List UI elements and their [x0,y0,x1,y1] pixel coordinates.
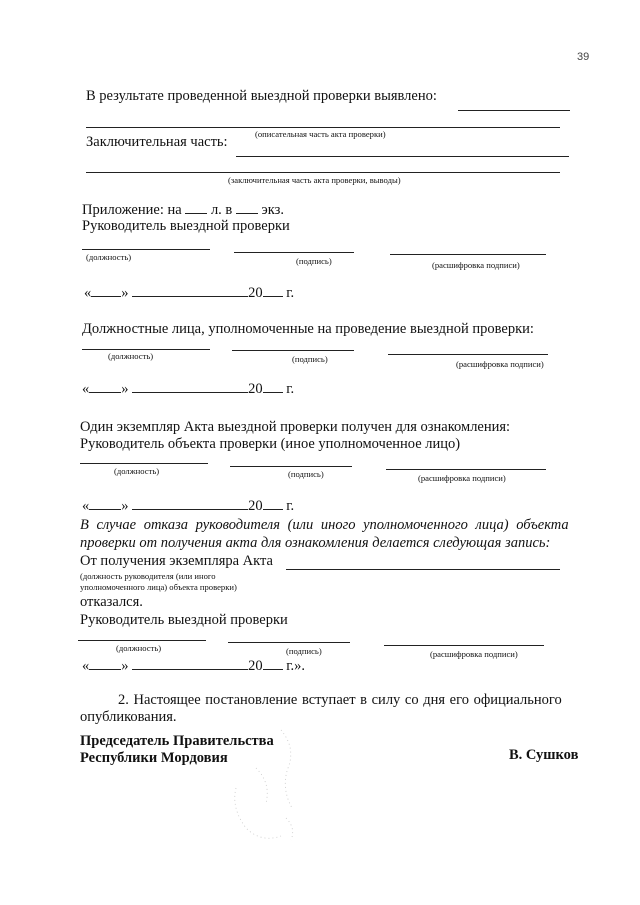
position-line-4 [78,640,206,641]
signature-line-1 [234,252,354,253]
date-year-suffix: г. [286,498,295,514]
conclusion-fill-line [236,156,569,157]
decoding-caption-1: (расшифровка подписи) [432,260,520,270]
decoding-line-3 [386,469,546,470]
date-year-suffix: г. [286,381,295,397]
date-year-blank [263,284,283,297]
date-month-blank [132,497,248,510]
appendix-suffix: экз. [261,202,284,218]
signature-line-3 [230,466,352,467]
position-caption-2: (должность) [108,351,154,361]
date-year: 20 [248,381,263,397]
position-caption-3: (должность) [114,466,160,476]
date-year-blank [263,657,283,670]
position-line-2 [82,349,210,350]
appendix-prefix: Приложение: на [82,202,182,218]
date-open-quote: « [82,498,90,514]
decoding-line-1 [390,254,546,255]
date-open-quote: « [82,381,90,397]
date-month-blank [132,284,248,297]
date-close-quote: » [121,658,129,674]
conclusion-line [86,172,560,173]
decoding-caption-4: (расшифровка подписи) [430,649,518,659]
refusal-italic-line2: проверки от получения акта для ознакомления делается следующая запись: [80,535,551,551]
date-month-blank [132,380,248,393]
refusal-fill-line [286,569,560,570]
appendix-copies-blank [236,201,258,214]
signature-line-2 [232,350,354,351]
decoding-line-4 [384,645,544,646]
date-month-blank [132,657,248,670]
date-year-blank [263,380,283,393]
refusal-refused: отказался. [80,594,143,610]
refusal-caption-line1: (должность руководителя (или иного [80,571,216,581]
decoding-line-2 [388,354,548,355]
conclusion-label: Заключительная часть: [86,134,228,150]
date-close-quote: » [121,498,129,514]
date-open-quote: « [84,285,92,301]
date-line-1 [84,284,294,302]
copy-received-line2: Руководитель объекта проверки (иное уполномоченное лицо) [80,436,461,452]
signature-caption-4: (подпись) [286,646,322,656]
refusal-from-label: От получения экземпляра Акта [80,553,273,569]
signature-caption-1: (подпись) [296,256,332,266]
position-line-3 [80,463,208,464]
clause2-line1: 2. Настоящее постановление вступает в силу со дня его официального [118,692,562,708]
date-day-blank [89,497,121,510]
refusal-italic-line1: В случае отказа руководителя (или иного уполномоченного лица) объекта [80,517,569,533]
appendix-line [82,201,284,219]
date-year-blank [263,497,283,510]
copy-received-line1: Один экземпляр Акта выездной проверки получен для ознакомления: [80,419,511,435]
head-of-inspection-2: Руководитель выездной проверки [80,612,288,628]
head-of-inspection-1: Руководитель выездной проверки [82,218,290,234]
appendix-mid: л. в [210,202,233,218]
appendix-pages-blank [185,201,207,214]
date-line-3 [82,497,294,515]
signatory-name: В. Сушков [509,747,579,763]
signature-caption-2: (подпись) [292,354,328,364]
results-line [86,127,560,128]
conclusion-caption: (заключительная часть акта проверки, выводы) [228,175,401,185]
date-close-quote: » [121,381,129,397]
date-year: 20 [248,498,263,514]
page-number: 39 [577,51,590,63]
date-day-blank [91,284,121,297]
position-caption-1: (должность) [86,252,132,262]
results-fill-line [458,110,570,111]
refusal-caption-line2: уполномоченного лица) объекта проверки) [80,582,237,592]
date-year-suffix-final: г.». [286,658,306,674]
position-line-1 [82,249,210,250]
clause2-line2: опубликования. [80,709,177,725]
officials-heading: Должностные лица, уполномоченные на проведение выездной проверки: [82,321,534,337]
signatory-title-line2: Республики Мордовия [80,750,228,766]
date-line-4 [82,657,305,675]
date-day-blank [89,657,121,670]
date-year: 20 [248,658,263,674]
position-caption-4: (должность) [116,643,162,653]
date-year-suffix: г. [286,285,295,301]
date-line-2 [82,380,294,398]
signature-line-4 [228,642,350,643]
date-year: 20 [248,285,263,301]
date-close-quote: » [121,285,129,301]
decoding-caption-2: (расшифровка подписи) [456,359,544,369]
signature-caption-3: (подпись) [288,469,324,479]
decoding-caption-3: (расшифровка подписи) [418,473,506,483]
date-day-blank [89,380,121,393]
date-open-quote: « [82,658,90,674]
results-label: В результате проведенной выездной проверки выявлено: [86,88,437,104]
faint-stamp-image [226,728,306,846]
signatory-title-line1: Председатель Правительства [80,733,274,749]
results-caption: (описательная часть акта проверки) [255,129,386,139]
